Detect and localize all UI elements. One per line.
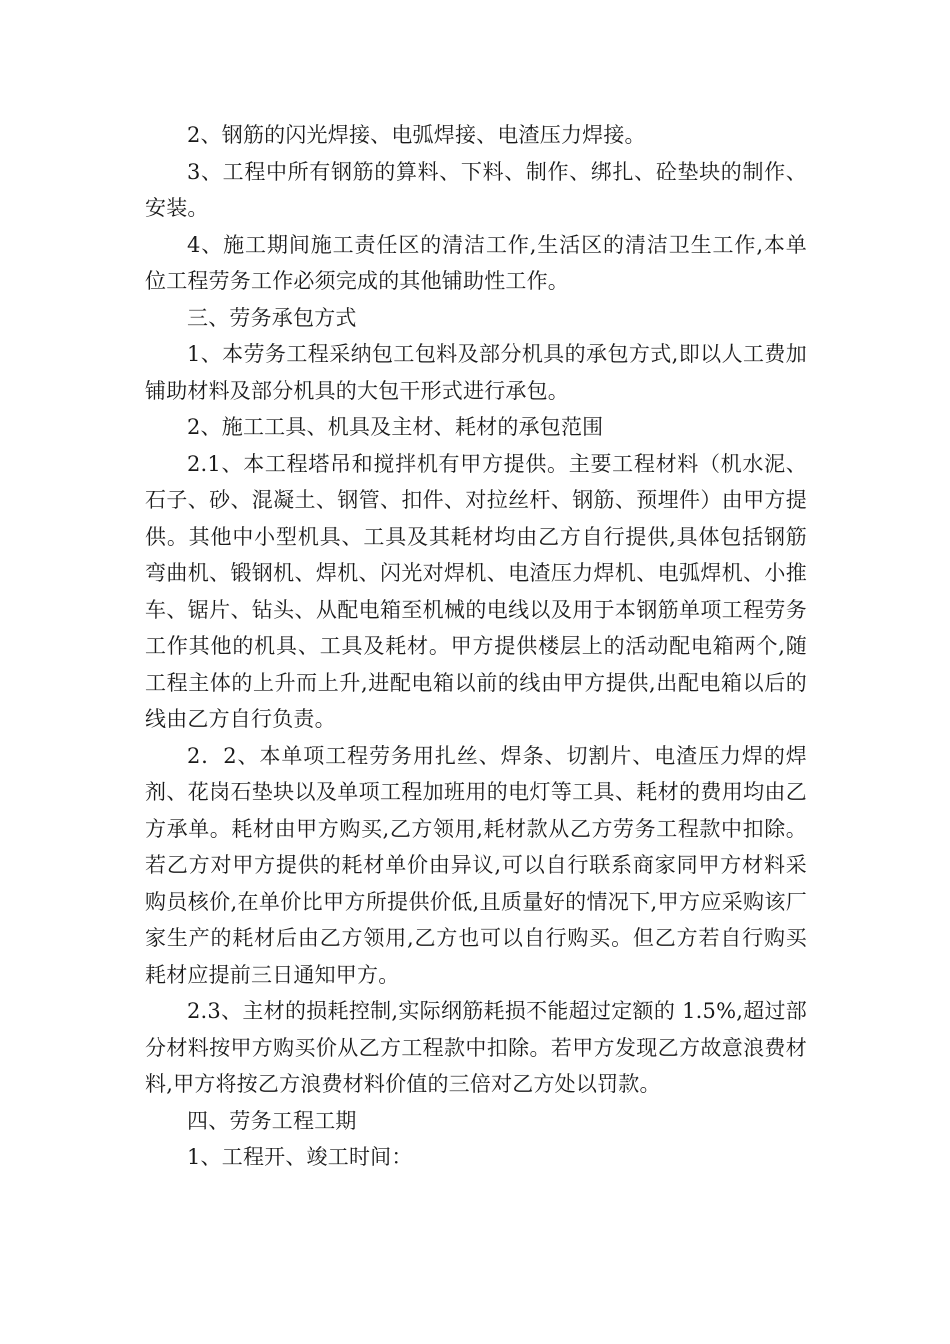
paragraph-site-cleaning: 4、施工期间施工责任区的清洁工作,生活区的清洁卫生工作,本单位工程劳务工作必须完成的其他铺助性工作。 [145, 232, 807, 293]
paragraph-contract-method: 1、本劳务工程采纳包工包料及部分机具的承包方式,即以人工费加铺助材料及部分机具的大包干形式进行承包。 [145, 342, 807, 403]
paragraph-clause-2-1: 2.1、本工程塔吊和搅拌机有甲方提供。主要工程材料（机水泥、石子、砂、混凝土、钢管、扣件、对拉丝杆、钢筋、预埋件）由甲方提供。其他中小型机具、工具及其耗材均由乙方自行提供,具体包括钢筋弯曲机、锻钢机、焊机、闪光对焊机、电渣压力焊机、电弧焊机、小推车、锯片、钻头、从配电箱至机械的电线以及用于本钢筋单项工程劳务工作其他的机具、工具及耗材。甲方提供楼层上的活动配电箱两个,随工程主体的上升而上升,进配电箱以前的线由甲方提供,出配电箱以后的线由乙方自行负责。 [145, 451, 807, 731]
paragraph-rebar-fabrication: 3、工程中所有钢筋的算料、下料、制作、绑扎、砼垫块的制作、安装。 [145, 159, 807, 220]
section-heading-contract-method: 三、劳务承包方式 [187, 305, 357, 330]
paragraph-start-completion-time: 1、工程开、竣工时间： [187, 1145, 413, 1169]
paragraph-welding-scope: 2、钢筋的闪光焊接、电弧焊接、电渣压力焊接。 [187, 123, 646, 147]
paragraph-clause-2-3: 2.3、主材的损耗控制,实际纲筋耗损不能超过定额的 1.5%,超过部分材料按甲方购买价从乙方工程款中扣除。若甲方发现乙方故意浪费材料,甲方将按乙方浪费材料价值的三倍对乙方处以罚款。 [145, 999, 807, 1096]
section-heading-construction-period: 四、劳务工程工期 [187, 1108, 357, 1133]
subheading-tools-materials-scope: 2、施工工具、机具及主材、耗材的承包范围 [187, 415, 604, 439]
document-body [145, 117, 807, 1176]
paragraph-clause-2-2: 2．2、本单项工程劳务用扎丝、焊条、切割片、电渣压力焊的焊剂、花岗石垫块以及单项工程加班用的电灯等工具、耗材的费用均由乙方承单。耗材由甲方购买,乙方领用,耗材款从乙方劳务工程款中扣除。若乙方对甲方提供的耗材单价由异议,可以自行联系商家同甲方材料采购员核价,在单价比甲方所提供价低,且质量好的情况下,甲方应采购该厂家生产的耗材后由乙方领用,乙方也可以自行购买。但乙方若自行购买耗材应提前三日通知甲方。 [145, 743, 807, 987]
